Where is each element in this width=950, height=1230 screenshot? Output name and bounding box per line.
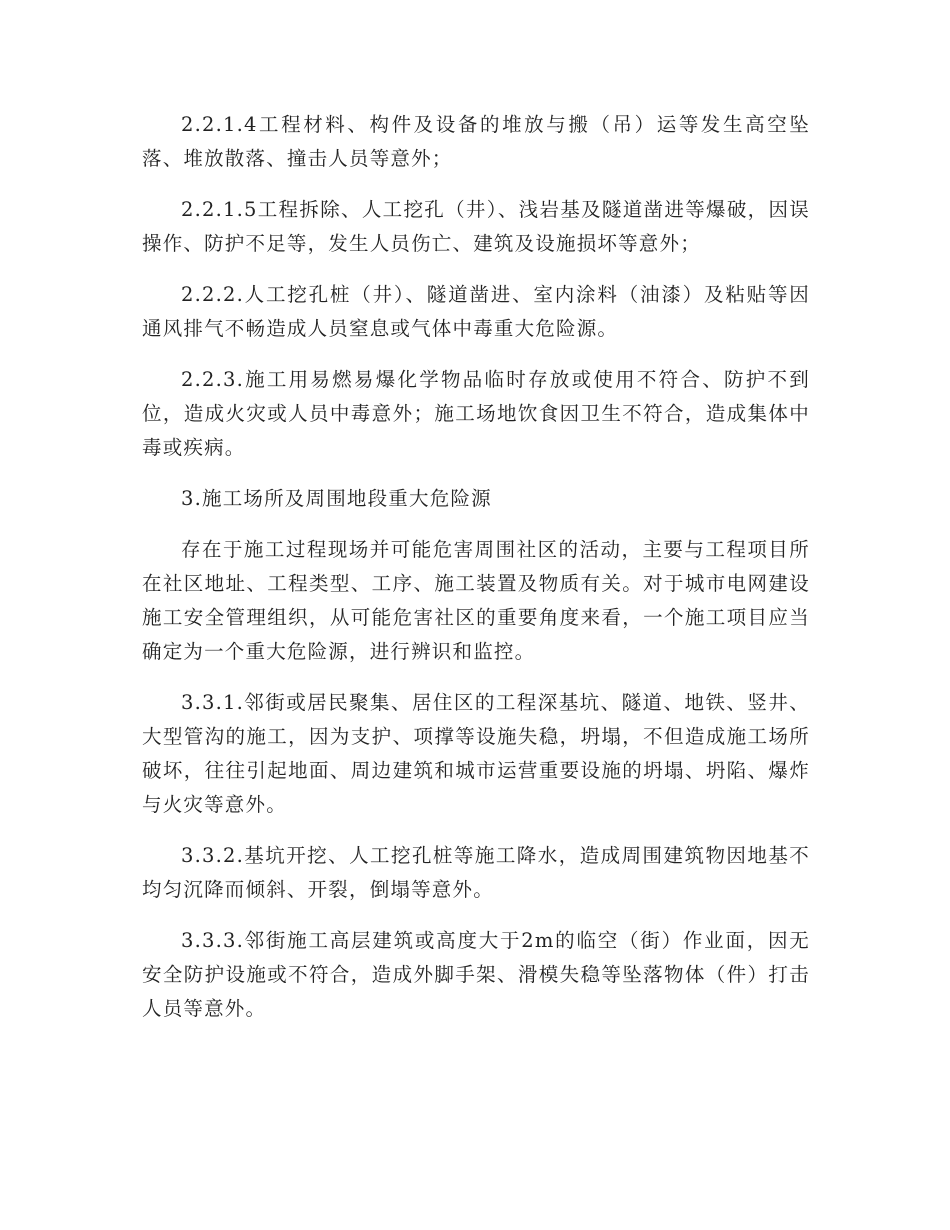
paragraph-2-2-2: 2.2.2.人工挖孔桩（井）、隧道凿进、室内涂料（油漆）及粘贴等因通风排气不畅造成人员窒息或气体中毒重大危险源。 [142,283,810,340]
section-heading-3: 3.施工场所及周围地段重大危险源 [181,487,492,510]
document-body [142,108,810,1043]
paragraph-2-2-1-5: 2.2.1.5工程拆除、人工挖孔（井）、浅岩基及隧道凿进等爆破，因误操作、防护不足等，发生人员伤亡、建筑及设施损坏等意外； [142,198,810,255]
paragraph-2-2-1-4: 2.2.1.4工程材料、构件及设备的堆放与搬（吊）运等发生高空坠落、堆放散落、撞击人员等意外； [142,113,810,170]
paragraph-3-3-1: 3.3.1.邻街或居民聚集、居住区的工程深基坑、隧道、地铁、竖井、大型管沟的施工，因为支护、项撑等设施失稳，坍塌，不但造成施工场所破坏，往往引起地面、周边建筑和城市运营重要设施的坍塌、坍陷、爆炸与火灾等意外。 [142,691,810,816]
paragraph-section-3-intro: 存在于施工过程现场并可能危害周围社区的活动，主要与工程项目所在社区地址、工程类型、工序、施工装置及物质有关。对于城市电网建设施工安全管理组织，从可能危害社区的重要角度来看，一个施工项目应当确定为一个重大危险源，进行辨识和监控。 [142,538,810,663]
paragraph-3-3-3: 3.3.3.邻街施工高层建筑或高度大于2m的临空（街）作业面，因无安全防护设施或不符合，造成外脚手架、滑模失稳等坠落物体（件）打击人员等意外。 [142,929,810,1020]
paragraph-2-2-3: 2.2.3.施工用易燃易爆化学物品临时存放或使用不符合、防护不到位，造成火灾或人员中毒意外；施工场地饮食因卫生不符合，造成集体中毒或疾病。 [142,368,810,459]
paragraph-3-3-2: 3.3.2.基坑开挖、人工挖孔桩等施工降水，造成周围建筑物因地基不均匀沉降而倾斜、开裂，倒塌等意外。 [142,844,810,901]
